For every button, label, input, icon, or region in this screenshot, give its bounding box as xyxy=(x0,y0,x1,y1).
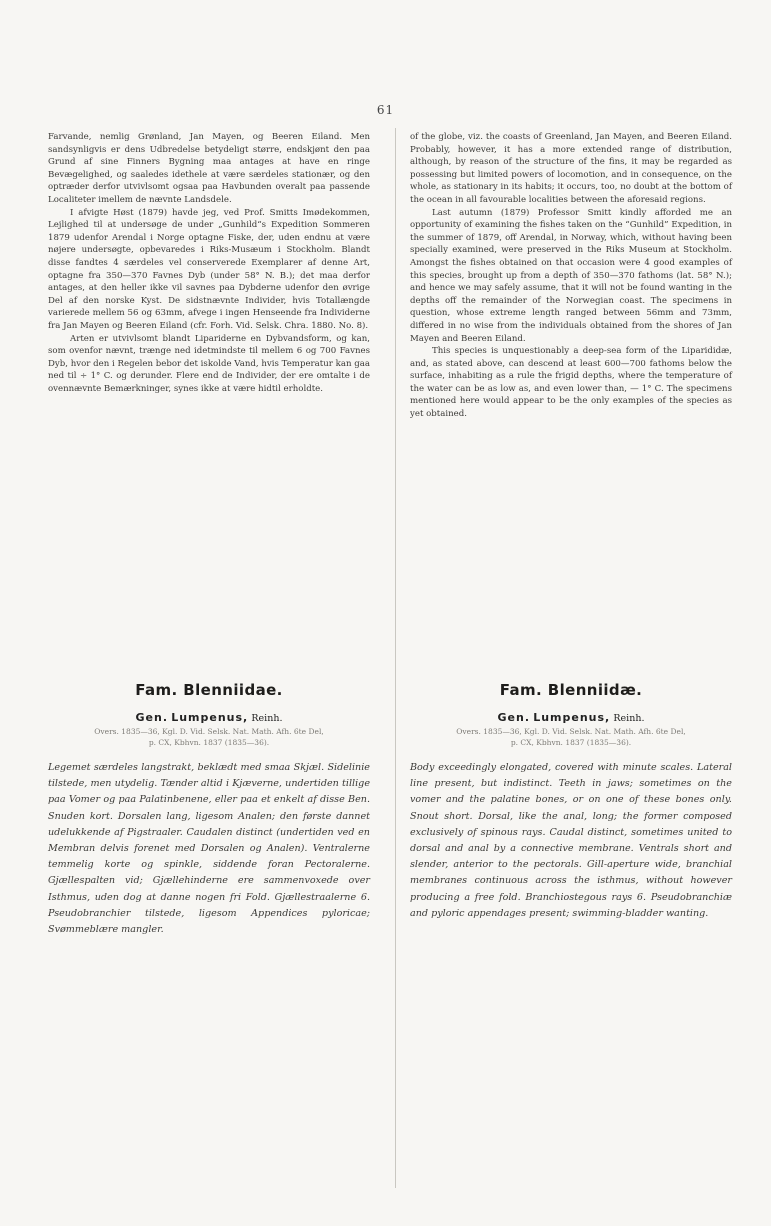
left-paragraph-1: Farvande, nemlig Grønland, Jan Mayen, og Beeren Eiland. Men sandsynligvis er dens Udbredelse betydeligt større, endskjønt den paa Grund af sine Finners Bygning maa antages at have en ringe Bevægelighed, og saaledes idethele at være særdeles stationær, og den optræder derfor utvivlsomt ogsaa paa Havbunden overalt paa passende Localiteter imellem de nævnte Landsdele. xyxy=(48,132,370,205)
right-column-text xyxy=(410,131,732,421)
left-genus-name: Lumpenus, xyxy=(171,711,249,724)
right-reference-line-2: p. CX, Kbhvn. 1837 (1835—36). xyxy=(510,738,632,747)
right-reference-line-1: Overs. 1835—36, Kgl. D. Vid. Selsk. Nat. Math. Afh. 6te Del, xyxy=(456,727,686,736)
left-paragraph-3: Arten er utvivlsomt blandt Lipariderne en Dybvandsform, og kan, som ovenfor nævnt, trænge ned idetmindste til mellem 6 og 700 Favnes Dyb, hvor den i Regelen bebor det iskolde Vand, hvis Temperatur kan gaa ned til ÷ 1° C. og derunder. Flere end de Individer, der ere omtalte i de ovennævnte Bemærkninger, synes ikke at være hidtil erholdte. xyxy=(48,333,370,394)
right-paragraph-1: of the globe, viz. the coasts of Greenland, Jan Mayen, and Beeren Eiland. Probably, however, it has a more extended range of distribution, although, by reason of the structure of the fins, it may be regarded as possessing but limited powers of locomotion, and in consequence, on the whole, as stationary in its habits; it occurs, too, no doubt at the bottom of the ocean in all favourable localities between the aforesaid regions. xyxy=(410,132,732,205)
left-reference xyxy=(48,726,370,748)
left-reference-line-1: Overs. 1835—36, Kgl. D. Vid. Selsk. Nat. Math. Afh. 6te Del, xyxy=(94,727,324,736)
left-reference-line-2: p. CX, Kbhvn. 1837 (1835—36). xyxy=(148,738,270,747)
column-divider xyxy=(395,128,396,1188)
left-family-heading: Fam. Blenniidae. xyxy=(135,681,283,699)
right-paragraph-3: This species is unquestionably a deep-sea form of the Liparididæ, and, as stated above, can descend at least 600—700 fathoms below the surface, inhabiting as a rule the frigid depths, where the temperature of the water can be as low as, and even lower than, — 1° C. The specimens mentioned here would appear to be the only examples of the species as yet obtained. xyxy=(410,346,732,420)
right-genus-author: Reinh. xyxy=(613,713,645,724)
right-reference xyxy=(410,726,732,748)
left-genus-prefix: Gen. xyxy=(135,711,168,724)
left-paragraph-2: I afvigte Høst (1879) havde jeg, ved Prof. Smitts Imødekommen, Lejlighed til at undersøge de under „Gunhild“s Expedition Sommeren 1879 udenfor Arendal i Norge optagne Fiske, der, uden endnu at være nøjere undersøgte, opbevaredes i Riks-Musæum i Stockholm. Blandt disse fandtes 4 særdeles vel conserverede Exemplarer af denne Art, optagne fra 350—370 Favnes Dyb (under 58° N. B.); det maa derfor antages, at den heller ikke vil savnes paa Dybderne udenfor den øvrige Del af den norske Kyst. De sidstnævnte Individer, hvis Totallængde varierede mellem 56 og 63mm, afvege i ingen Henseende fra Individerne fra Jan Mayen og Beeren Eiland (cfr. Forh. Vid. Selsk. Chra. 1880. No. 8). xyxy=(48,207,370,331)
right-paragraph-2: Last autumn (1879) Professor Smitt kindly afforded me an opportunity of examining the fishes taken on the “Gunhild” Expedition, in the summer of 1879, off Arendal, in Norway, which, without having been specially examined, were preserved in the Riks Museum at Stockholm. Amongst the fishes obtained on that occasion were 4 good examples of this species, brought up from a depth of 350—370 fathoms (lat. 58° N.); and hence we may safely assume, that it will not be found wanting in the depths off the remainder of the Norwegian coast. The specimens in question, whose extreme length ranged between 56mm and 73mm, differed in no wise from the individuals obtained from the shores of Jan Mayen and Beeren Eiland. xyxy=(410,207,732,344)
right-genus-name: Lumpenus, xyxy=(533,711,611,724)
right-genus-line xyxy=(410,711,732,724)
right-genus-prefix: Gen. xyxy=(497,711,530,724)
left-genus-description: Legemet særdeles langstrakt, beklædt med smaa Skjæl. Sidelinie tilstede, men utydelig. Tænder altid i Kjæverne, undertiden tillige paa Vomer og paa Palatinbenene, eller paa et enkelt af disse Ben. Snuden kort. Dorsalen lang, ligesom Analen; den første dannet udelukkende af Pigstraaler. Caudalen distinct (undertiden ved en Membran delvis forenet med Dorsalen og Analen). Ventralerne temmelig korte og spinkle, siddende foran Pectoralerne. Gjællespalten vid; Gjællehinderne ere sammenvoxede over Isthmus, uden dog at danne nogen fri Fold. Gjællestraalerne 6. Pseudobranchier tilstede, ligesom Appendices pyloricae; Svømmeblære mangler. xyxy=(48,762,370,936)
page-number: 61 xyxy=(376,103,395,117)
left-column-text xyxy=(48,131,370,395)
right-family-heading: Fam. Blenniidæ. xyxy=(499,681,643,699)
right-genus-description: Body exceedingly elongated, covered with minute scales. Lateral line present, but indistinct. Teeth in jaws; sometimes on the vomer and the palatine bones, or on one of these bones only. Snout short. Dorsal, like the anal, long; the former composed exclusively of spinous rays. Caudal distinct, sometimes united to dorsal and anal by a connective membrane. Ventrals short and slender, anterior to the pectorals. Gill-aperture wide, branchial membranes continuous across the isthmus, without however producing a free fold. Branchiostegous rays 6. Pseudobranchiæ and pyloric appendages present; swimming-bladder wanting. xyxy=(410,762,732,919)
left-genus-author: Reinh. xyxy=(251,713,283,724)
left-genus-line xyxy=(48,711,370,724)
